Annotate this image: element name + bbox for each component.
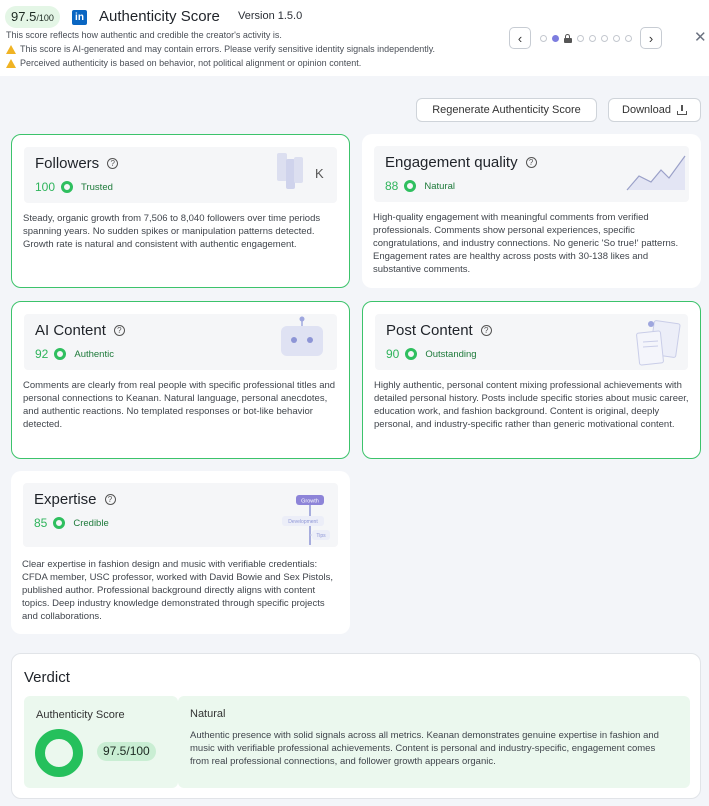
- regenerate-button-label: Regenerate Authenticity Score: [432, 104, 581, 116]
- engagement-card: [362, 134, 701, 288]
- warning-icon: [6, 59, 16, 68]
- score-ring-icon: [404, 180, 416, 192]
- ai-content-title: [35, 322, 125, 339]
- expertise-card-header: [23, 483, 338, 547]
- engagement-chart-icon: [625, 150, 687, 192]
- ai-content-score-label: Authentic: [74, 348, 114, 360]
- download-button[interactable]: [608, 98, 701, 122]
- engagement-title-text: Engagement quality: [385, 154, 518, 171]
- verdict-summary-panel: [178, 696, 690, 788]
- pager-dot[interactable]: [601, 35, 608, 42]
- score-ring-icon: [61, 181, 73, 193]
- linkedin-icon: in: [72, 10, 87, 25]
- followers-description: Steady, organic growth from 7,506 to 8,040 followers over time periods spanning years. No sudden spikes or manipulation patterns detected. Growth rate is natural and consistent with authentic engagement.: [23, 213, 321, 250]
- verdict-text: Authentic presence with solid signals across all metrics. Keanan demonstrates genuine expertise in fashion and music with verifiable professional achievements. Content is personal and industry-specific, engagement comes from real professional connections, and follower growth appears organic.: [190, 730, 659, 767]
- pager-dot[interactable]: [589, 35, 596, 42]
- disclaimer-ai: [6, 44, 435, 54]
- close-icon[interactable]: ✕: [694, 29, 707, 46]
- header-score-badge: [5, 6, 60, 28]
- ai-content-score-value: 92: [35, 347, 49, 361]
- score-ring-icon: [53, 517, 65, 529]
- verdict-score-panel: [24, 696, 178, 788]
- verdict-section: [11, 653, 701, 799]
- followers-card: [11, 134, 350, 288]
- score-ring-icon: [405, 348, 417, 360]
- ai-content-score: [35, 347, 114, 361]
- warning-icon: [6, 45, 16, 54]
- verdict-score-value: 97.5/100: [97, 742, 156, 761]
- post-content-title-text: Post Content: [386, 322, 473, 339]
- followers-score-label: Trusted: [81, 181, 113, 193]
- expertise-tree-icon: [282, 491, 338, 547]
- page-title: Authenticity Score: [99, 8, 220, 25]
- verdict-score-donut: [35, 729, 83, 777]
- pager-dot[interactable]: [577, 35, 584, 42]
- post-content-score-value: 90: [386, 347, 400, 361]
- help-icon[interactable]: ?: [481, 325, 492, 336]
- pager-dot[interactable]: [613, 35, 620, 42]
- followers-score: [35, 180, 113, 194]
- followers-score-value: 100: [35, 180, 56, 194]
- version-label: Version 1.5.0: [238, 10, 303, 22]
- engagement-score-value: 88: [385, 179, 399, 193]
- help-icon[interactable]: ?: [114, 325, 125, 336]
- pager-dot[interactable]: [625, 35, 632, 42]
- disclaimer-politics-text: Perceived authenticity is based on behavior, not political alignment or opinion content.: [20, 58, 362, 68]
- download-icon: [677, 105, 687, 115]
- expertise-description: Clear expertise in fashion design and music with verifiable credentials: CFDA member, USC professor, worked with David Bowie and Sex Pistols, published author. Professional background directly aligns with content topics. Deep industry knowledge demonstrated through specific projects and collaborations.: [22, 559, 333, 622]
- robot-icon: [277, 316, 327, 360]
- verdict-title: Verdict: [24, 669, 70, 686]
- engagement-description: High-quality engagement with meaningful comments from verified professionals. Comments show personal experiences, specific congratulations, and industry connections. No generic 'So true!' patterns. Engagement rates are healthy across posts with 30-138 likes and substantive comments.: [373, 212, 679, 275]
- post-content-card-header: [375, 314, 688, 370]
- ai-content-description: Comments are clearly from real people with specific professional titles and personal connections to Keanan. Natural language, personal anecdotes, and authentic reactions. No templated responses or bot-like behavior detected.: [23, 380, 336, 430]
- expertise-card: [11, 471, 350, 634]
- subtitle: This score reflects how authentic and credible the creator's activity is.: [6, 30, 282, 40]
- post-content-card: [362, 301, 701, 459]
- expertise-score: [34, 516, 109, 530]
- expertise-score-value: 85: [34, 516, 48, 530]
- help-icon[interactable]: ?: [105, 494, 116, 505]
- engagement-title: [385, 154, 537, 171]
- post-content-description: Highly authentic, personal content mixing professional achievements with detailed personal history. Posts include specific stories about music career, education work, and fashion background. Content is original, deeply personal, and industry-specific rather than generic motivational content.: [374, 380, 689, 430]
- expertise-tag-development: Development: [288, 519, 318, 525]
- verdict-heading: Natural: [190, 708, 226, 720]
- ai-content-card-header: [24, 314, 337, 370]
- followers-illustration-icon: [277, 153, 327, 195]
- expertise-title-text: Expertise: [34, 491, 97, 508]
- disclaimer-politics: [6, 58, 361, 68]
- pager-dot[interactable]: [540, 35, 547, 42]
- post-content-title: [386, 322, 492, 339]
- pager-next-button[interactable]: ›: [640, 27, 662, 49]
- header-bar: [0, 0, 709, 76]
- followers-card-header: [24, 147, 337, 203]
- section-pager: [509, 27, 662, 49]
- engagement-score: [385, 179, 455, 193]
- expertise-tag-growth: Growth: [301, 498, 319, 505]
- engagement-score-label: Natural: [424, 180, 455, 192]
- followers-title-text: Followers: [35, 155, 100, 172]
- download-button-label: Download: [622, 104, 671, 116]
- post-content-score-label: Outstanding: [425, 348, 477, 360]
- engagement-card-header: [374, 146, 689, 202]
- header-score-value: 97.5: [11, 9, 37, 24]
- disclaimer-ai-text: This score is AI-generated and may contain errors. Please verify sensitive identity signals independently.: [20, 44, 436, 54]
- expertise-score-label: Credible: [73, 517, 109, 529]
- pager-prev-button[interactable]: ‹: [509, 27, 531, 49]
- pager-dots: [537, 34, 634, 43]
- followers-title: [35, 155, 118, 172]
- post-content-score: [386, 347, 477, 361]
- expertise-tag-tips: Tips: [316, 533, 326, 539]
- pager-dot-active[interactable]: [552, 35, 559, 42]
- documents-icon: [634, 318, 682, 370]
- ai-content-card: [11, 301, 350, 459]
- ai-content-title-text: AI Content: [35, 322, 106, 339]
- help-icon[interactable]: ?: [107, 158, 118, 169]
- expertise-title: [34, 491, 116, 508]
- score-ring-icon: [54, 348, 66, 360]
- header-score-max: /100: [36, 13, 54, 23]
- regenerate-button[interactable]: [416, 98, 597, 122]
- followers-illustration-letter: K: [315, 166, 324, 181]
- help-icon[interactable]: ?: [526, 157, 537, 168]
- lock-icon: [564, 34, 572, 43]
- verdict-score-label: Authenticity Score: [36, 709, 125, 721]
